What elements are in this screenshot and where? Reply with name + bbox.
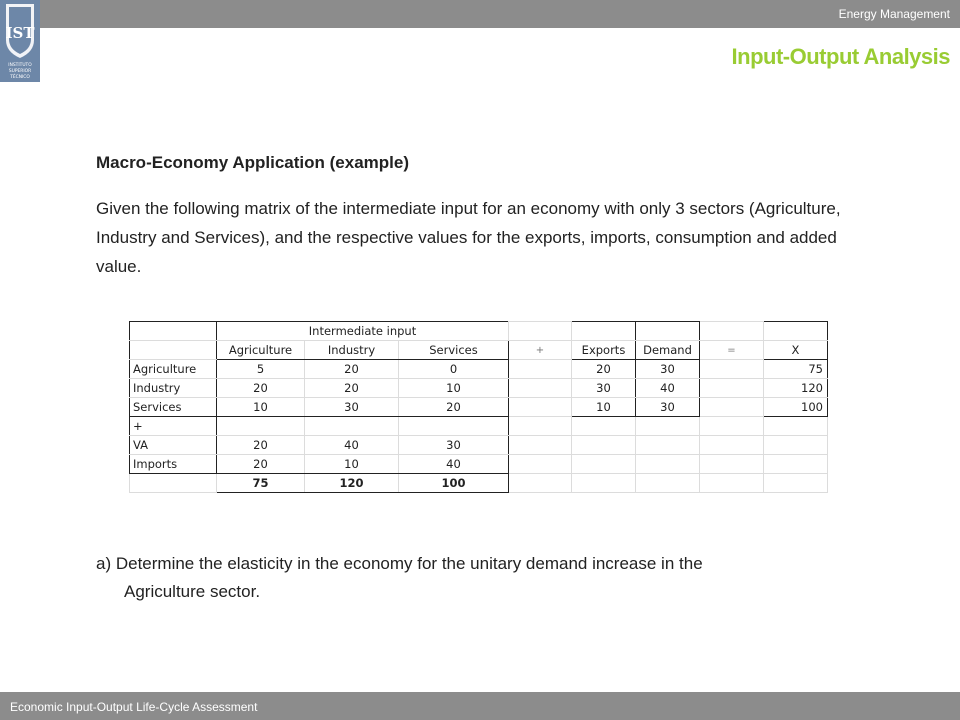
table-row	[130, 417, 828, 436]
table-cell: 20	[305, 379, 399, 398]
table-cell: 5	[217, 360, 305, 379]
table-cell: 20	[217, 455, 305, 474]
question-line-1: a) Determine the elasticity in the economy for the unitary demand increase in the	[96, 554, 703, 573]
plus-operator: +	[509, 341, 572, 360]
col-header: Services	[399, 341, 509, 360]
total-cell: 75	[217, 474, 305, 493]
problem-statement: Given the following matrix of the intermediate input for an economy with only 3 sectors (Agriculture, Industry and Services), and the respective values for the exports, imports, consumption and added value.	[96, 199, 841, 276]
svg-text:IST: IST	[5, 24, 35, 42]
table-cell: 20	[572, 360, 636, 379]
table-cell: 0	[399, 360, 509, 379]
question	[96, 550, 856, 606]
row-label: Agriculture	[130, 360, 217, 379]
table-cell: 20	[217, 379, 305, 398]
logo-line-2: SUPERIOR	[8, 69, 32, 74]
row-label: Industry	[130, 379, 217, 398]
col-header: Industry	[305, 341, 399, 360]
table-row	[130, 379, 828, 398]
row-label: VA	[130, 436, 217, 455]
row-label: Services	[130, 398, 217, 417]
equals-operator: =	[700, 341, 764, 360]
table-cell: 30	[636, 360, 700, 379]
table-row	[130, 455, 828, 474]
table-cell: 10	[217, 398, 305, 417]
ist-logo	[0, 0, 40, 82]
table-row	[130, 398, 828, 417]
table-cell: 40	[636, 379, 700, 398]
table-row	[130, 360, 828, 379]
table-cell: 75	[764, 360, 828, 379]
table-cell: 10	[572, 398, 636, 417]
table-row	[130, 322, 828, 341]
question-line-2: Agriculture sector.	[124, 582, 261, 601]
col-header: Demand	[636, 341, 700, 360]
row-label: Imports	[130, 455, 217, 474]
table-cell: 30	[305, 398, 399, 417]
group-header: Intermediate input	[217, 322, 509, 341]
plus-row-label: +	[130, 417, 217, 436]
table-row	[130, 341, 828, 360]
top-bar	[0, 0, 960, 28]
table-cell: 120	[764, 379, 828, 398]
section-title: Macro-Economy Application (example)	[96, 153, 409, 172]
table-cell: 30	[572, 379, 636, 398]
table-cell: 10	[399, 379, 509, 398]
table-row	[130, 474, 828, 493]
table-cell: 30	[636, 398, 700, 417]
table-cell: 40	[305, 436, 399, 455]
footer-text: Economic Input-Output Life-Cycle Assessment	[10, 700, 258, 714]
table-cell: 40	[399, 455, 509, 474]
table-row	[130, 436, 828, 455]
total-cell: 120	[305, 474, 399, 493]
col-header: Agriculture	[217, 341, 305, 360]
slide-title: Input-Output Analysis	[731, 44, 950, 69]
total-cell: 100	[399, 474, 509, 493]
logo-line-1: INSTITUTO	[8, 63, 32, 68]
col-header: Exports	[572, 341, 636, 360]
table-cell: 20	[217, 436, 305, 455]
table-cell: 20	[399, 398, 509, 417]
table-cell: 100	[764, 398, 828, 417]
course-name: Energy Management	[838, 7, 950, 21]
footer-bar	[0, 692, 960, 720]
content-block	[96, 150, 876, 281]
ist-logo-icon	[0, 0, 40, 82]
table-cell: 10	[305, 455, 399, 474]
logo-line-3: TÉCNICO	[10, 75, 30, 80]
input-output-table	[129, 321, 828, 493]
table-cell: 30	[399, 436, 509, 455]
table-cell: 20	[305, 360, 399, 379]
col-header: X	[764, 341, 828, 360]
